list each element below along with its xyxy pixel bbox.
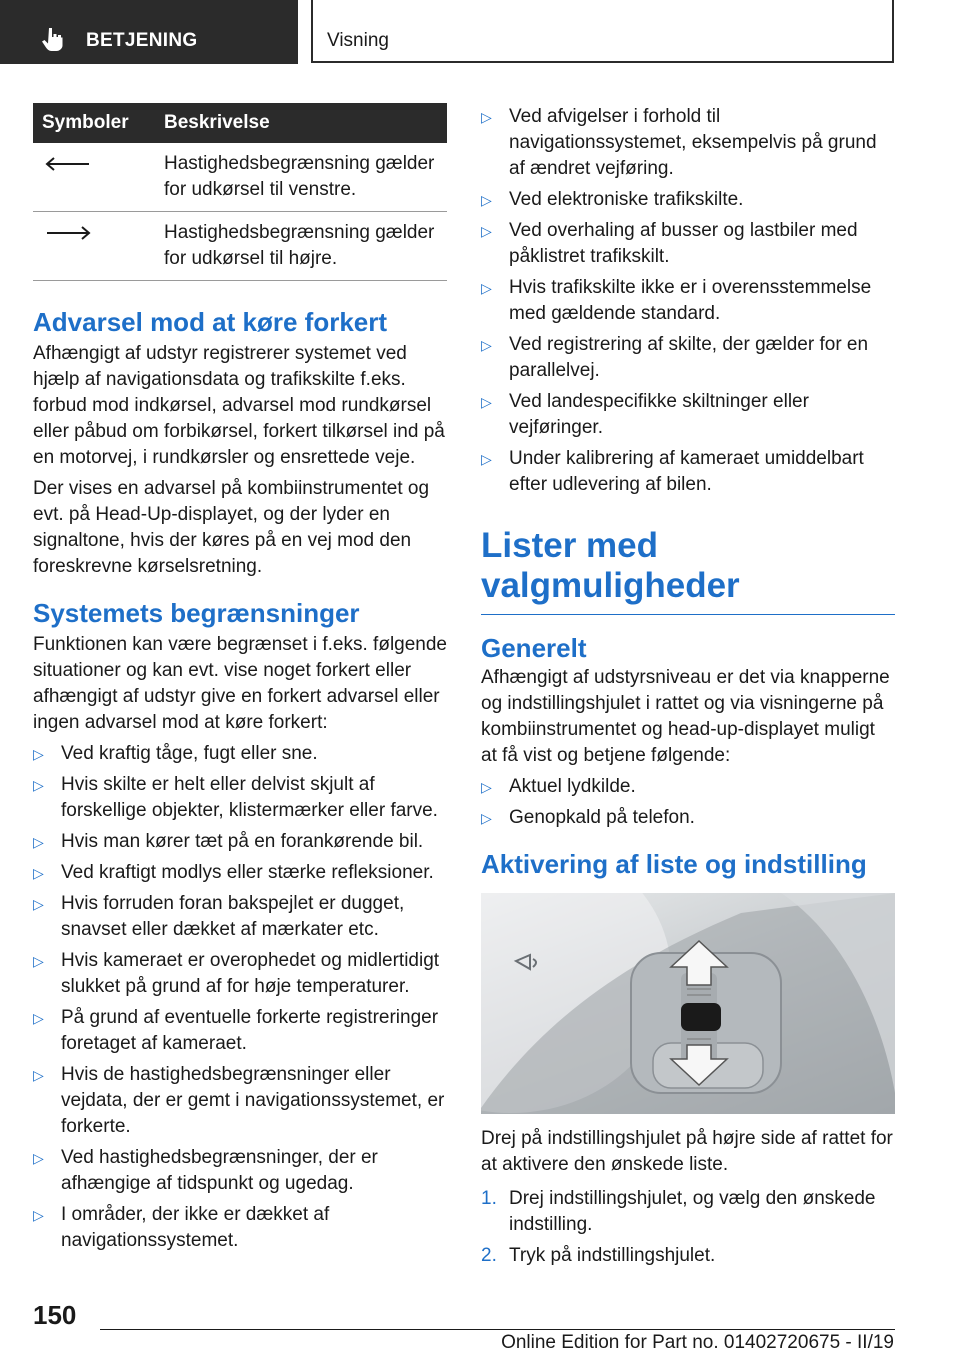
list-item: ▷ Ved kraftigt modlys eller stærke refleksioner. bbox=[33, 860, 447, 886]
general-list bbox=[481, 774, 895, 831]
list-item: ▷ Hvis kameraet er overophedet og midlertidigt slukket på grund af for høje temperaturer. bbox=[33, 950, 440, 997]
triangle-bullet-icon: ▷ bbox=[481, 223, 492, 239]
arrow-right-icon bbox=[43, 226, 93, 240]
limits-list bbox=[33, 741, 447, 1254]
list-item: ▷ Ved hastighedsbegrænsninger, der er afhængige af tidspunkt og ugedag. bbox=[33, 1147, 378, 1194]
section-tab bbox=[0, 0, 298, 64]
list-item: ▷ Hvis skilte er helt eller delvist skjult af forskellige objekter, klistermærker eller farve. bbox=[33, 774, 438, 821]
limits-intro: Funktionen kan være begrænset i f.eks. følgende situationer og kan evt. vise noget forkert eller afhængigt af udstyr give en forkert advarsel eller ingen advarsel mod at køre forkert: bbox=[33, 634, 448, 733]
triangle-bullet-icon: ▷ bbox=[481, 451, 492, 467]
table-header-row bbox=[33, 103, 447, 143]
limits-list-continued bbox=[481, 104, 895, 498]
list-item: ▷ Ved overhaling af busser og lastbiler med påklistret trafikskilt. bbox=[481, 220, 858, 267]
table-cell-description: Hastighedsbegrænsning gælder for udkørsel til højre. bbox=[164, 212, 447, 281]
triangle-bullet-icon: ▷ bbox=[33, 746, 44, 762]
triangle-bullet-icon: ▷ bbox=[481, 192, 492, 208]
triangle-bullet-icon: ▷ bbox=[33, 953, 44, 969]
table-header-description: Beskrivelse bbox=[164, 103, 447, 143]
triangle-bullet-icon: ▷ bbox=[33, 834, 44, 850]
table-row bbox=[33, 212, 447, 281]
list-item: ▷ Ved landespecifikke skiltninger eller vejføringer. bbox=[481, 391, 809, 438]
steering-wheel-photo bbox=[481, 893, 895, 1114]
wrong-way-paragraph: Afhængigt af udstyr registrerer systemet ved hjælp af navigationsdata og trafikskilte f.eks. forbud mod indkørsel, advarsel mod rundkørsel eller påbud om forbikørsel, forkert tilkørsel ind på en motorvej, i rundkørsler og ensrettede veje. bbox=[33, 343, 445, 468]
footer-divider bbox=[100, 1329, 895, 1330]
table-cell-description: Hastighedsbegrænsning gælder for udkørsel til venstre. bbox=[164, 143, 447, 212]
triangle-bullet-icon: ▷ bbox=[33, 1150, 44, 1166]
hand-pointer-icon bbox=[40, 26, 66, 52]
list-item: ▷ I områder, der ikke er dækket af navigationssystemet. bbox=[33, 1204, 330, 1251]
steps-list bbox=[481, 1186, 895, 1269]
left-column bbox=[33, 103, 447, 1254]
general-paragraph: Afhængigt af udstyrsniveau er det via knapperne og indstillingshjulet i rattet og via visningerne på kombiinstrumentet og head-up-displayet muligt at få vist og betjene følgende: bbox=[481, 667, 890, 766]
table-header-symbols: Symboler bbox=[33, 103, 164, 143]
activation-paragraph: Drej på indstillingshjulet på højre side af rattet for at aktivere den ønskede liste. bbox=[481, 1128, 893, 1175]
footer-edition: Online Edition for Part no. 01402720675 - II/19 bbox=[501, 1332, 894, 1353]
triangle-bullet-icon: ▷ bbox=[481, 394, 492, 410]
list-item: 2. Tryk på indstillingshjulet. bbox=[481, 1245, 716, 1266]
list-item: ▷ Hvis trafikskilte ikke er i overensstemmelse med gældende standard. bbox=[481, 277, 872, 324]
triangle-bullet-icon: ▷ bbox=[33, 777, 44, 793]
triangle-bullet-icon: ▷ bbox=[481, 779, 492, 795]
wrong-way-heading: Advarsel mod at køre forkert bbox=[33, 307, 388, 337]
lists-heading: Lister med valgmuligheder bbox=[481, 526, 895, 615]
list-item: ▷ Genopkald på telefon. bbox=[481, 805, 895, 831]
arrow-left-icon bbox=[43, 157, 93, 171]
list-item: ▷ Ved registrering af skilte, der gælder for en parallelvej. bbox=[481, 334, 869, 381]
section-title: BETJENING bbox=[86, 30, 198, 51]
triangle-bullet-icon: ▷ bbox=[481, 810, 492, 826]
list-item: ▷ Under kalibrering af kameraet umiddelbart efter udlevering af bilen. bbox=[481, 448, 864, 495]
symbol-table bbox=[33, 103, 447, 281]
steering-wheel-illustration bbox=[481, 893, 895, 1114]
list-item: 1. Drej indstillingshjulet, og vælg den ønskede indstilling. bbox=[481, 1188, 876, 1235]
list-item: ▷ Ved kraftig tåge, fugt eller sne. bbox=[33, 741, 447, 767]
list-item: ▷ Ved afvigelser i forhold til navigationssystemet, eksempelvis på grund af ændret vejføring. bbox=[481, 106, 877, 179]
activation-heading: Aktivering af liste og indstilling bbox=[481, 849, 867, 879]
triangle-bullet-icon: ▷ bbox=[481, 280, 492, 296]
triangle-bullet-icon: ▷ bbox=[33, 1207, 44, 1223]
subsection-tab bbox=[311, 0, 894, 63]
list-item: ▷ Hvis man kører tæt på en forankørende bil. bbox=[33, 829, 447, 855]
subsection-title: Visning bbox=[327, 30, 389, 51]
limits-heading: Systemets begrænsninger bbox=[33, 598, 360, 628]
triangle-bullet-icon: ▷ bbox=[481, 337, 492, 353]
triangle-bullet-icon: ▷ bbox=[33, 1067, 44, 1083]
table-row bbox=[33, 143, 447, 212]
list-item: ▷ Ved elektroniske trafikskilte. bbox=[481, 187, 895, 213]
wrong-way-paragraph: Der vises en advarsel på kombiinstrumentet og evt. på Head-Up-displayet, og der lyder en signaltone, hvis der køres på en vej mod den foreskrevne kørselsretning. bbox=[33, 478, 430, 577]
list-item: ▷ Aktuel lydkilde. bbox=[481, 774, 895, 800]
triangle-bullet-icon: ▷ bbox=[33, 865, 44, 881]
triangle-bullet-icon: ▷ bbox=[33, 896, 44, 912]
general-heading: Generelt bbox=[481, 633, 587, 663]
page-number: 150 bbox=[33, 1300, 77, 1330]
list-item: ▷ Hvis de hastighedsbegrænsninger eller vejdata, der er gemt i navigationssystemet, er forkerte. bbox=[33, 1064, 445, 1137]
list-item: ▷ På grund af eventuelle forkerte registreringer foretaget af kameraet. bbox=[33, 1007, 439, 1054]
triangle-bullet-icon: ▷ bbox=[481, 109, 492, 125]
right-column bbox=[481, 104, 895, 1269]
list-item: ▷ Hvis forruden foran bakspejlet er dugget, snavset eller dækket af mærkater etc. bbox=[33, 893, 405, 940]
triangle-bullet-icon: ▷ bbox=[33, 1010, 44, 1026]
